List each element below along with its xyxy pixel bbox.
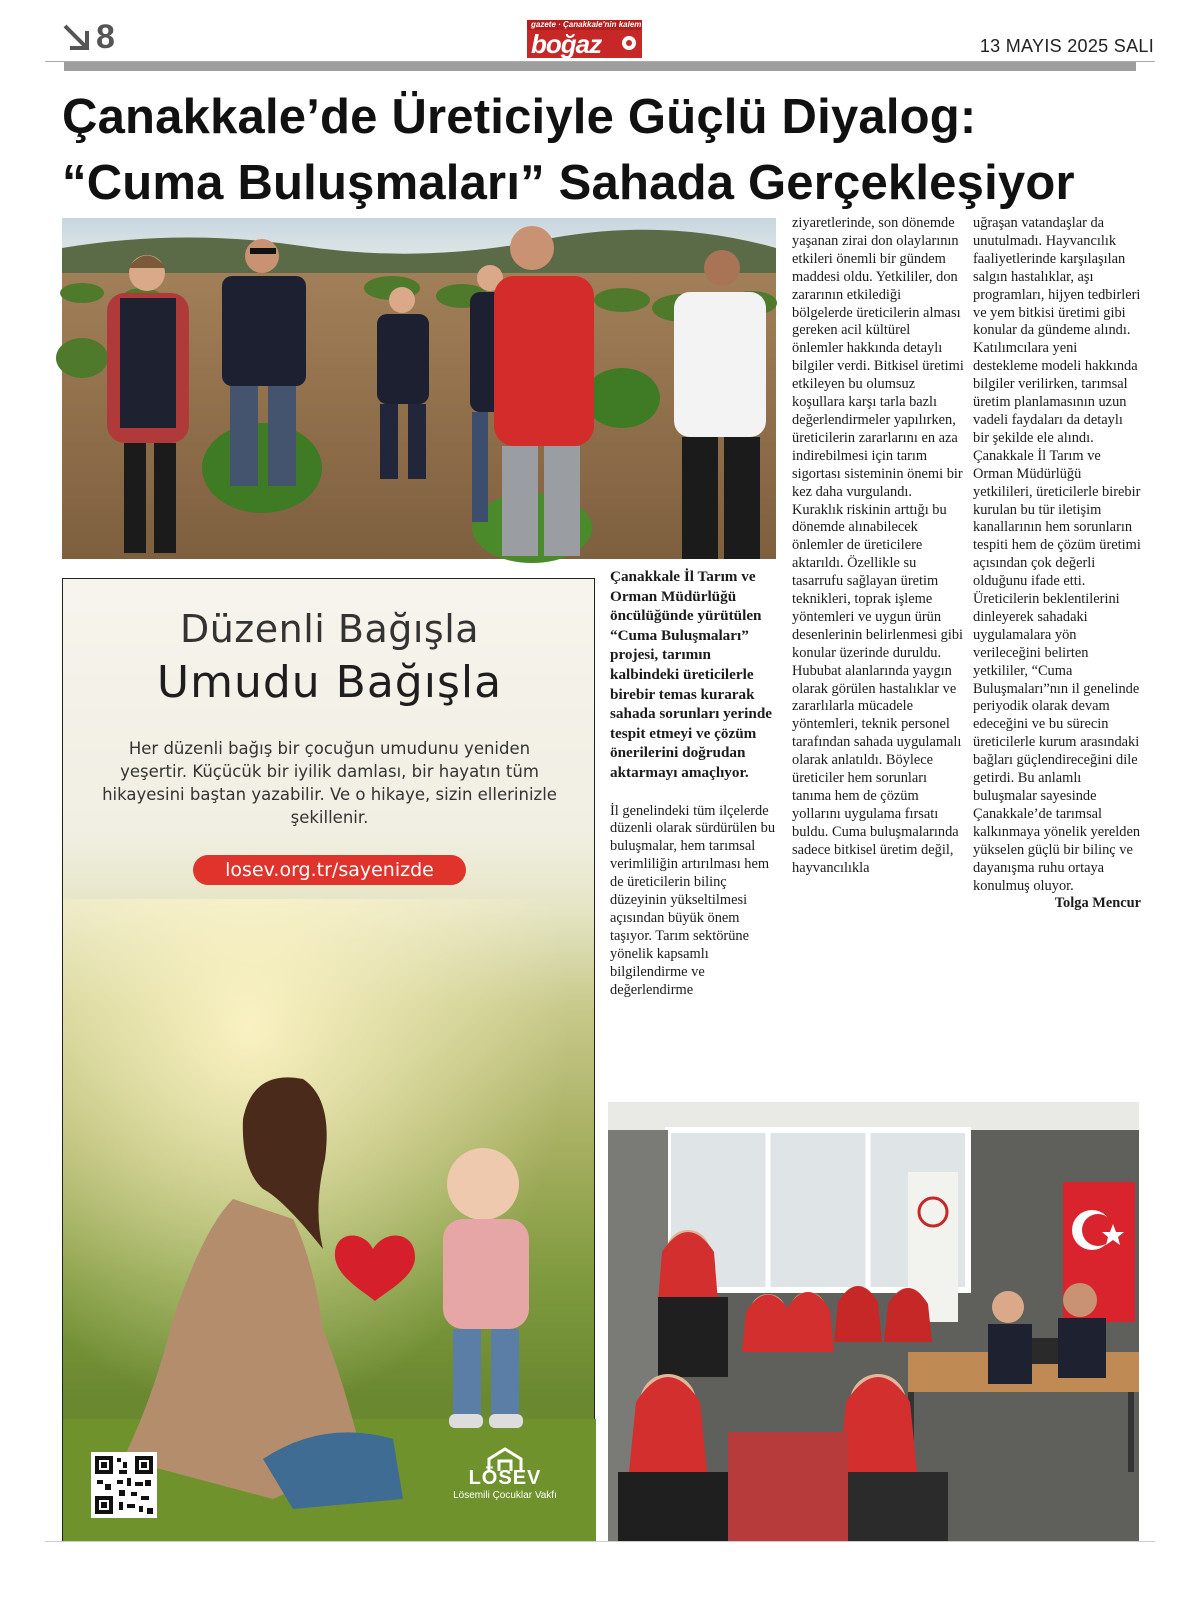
article-photo-field-visit xyxy=(62,218,776,559)
page-number xyxy=(62,18,115,57)
article-headline xyxy=(62,84,1152,216)
footer-rule xyxy=(45,1541,1155,1542)
arrow-down-right-icon xyxy=(62,23,92,53)
newspaper-logo[interactable] xyxy=(527,20,676,59)
article-column-1 xyxy=(610,567,782,1000)
qr-code-icon xyxy=(91,1452,157,1518)
page-number-text: 8 xyxy=(96,18,115,56)
losev-brand-name: LÖSEV xyxy=(468,1467,542,1489)
headline-line-1: Çanakkale’de Üreticiyle Güçlü Diyalog: xyxy=(62,90,977,144)
article-column-2 xyxy=(792,215,964,878)
article-lead: Çanakkale İl Tarım ve Orman Müdürlüğü öncülüğünde yürütülen “Cuma Buluşmaları” projesi, tarımın kalbindeki üreticilerle birebir temas kurarak sahada sorunları yerinde tespit etmeyi ve çözüm önerilerini doğrudan aktarmayı amaçlıyor. xyxy=(610,568,773,781)
article-author: Tolga Mencur xyxy=(1054,895,1141,912)
header-bar xyxy=(64,62,1136,71)
logo-seal-icon xyxy=(620,34,638,52)
ad-title-line-1: Düzenli Bağışla xyxy=(179,607,480,651)
ad-title-line-2: Umudu Bağışla xyxy=(156,657,503,708)
article-column-3 xyxy=(973,215,1141,913)
article-photo-meeting xyxy=(608,1102,1139,1541)
ad-url-link[interactable]: losev.org.tr/sayenizde xyxy=(193,855,466,885)
logo-name: boğaz xyxy=(527,30,642,58)
logo-tagline: gazete · Çanakkale'nin kalem gazetesi xyxy=(527,20,642,30)
vineyard-photo-illustration xyxy=(62,218,776,559)
article-body-1: İl genelindeki tüm ilçelerde düzenli olarak sürdürülen bu buluşmalar, hem tarımsal verimliliğin artırılması hem de üreticilerin bilinç düzeyinin yükseltilmesi açısından büyük önem taşıyor. Tarım sektörüne yönelik kapsamlı bilgilendirme ve değerlendirme xyxy=(610,802,776,998)
article-body-2: ziyaretlerinde, son dönemde yaşanan zirai don olaylarının etkileri önemli bir gündem maddesi oldu. Yetkililer, don zararının etkilediği bölgelerde üreticilerin alması gereken acil kültürel önlemler hakkında detaylı bilgiler verdi. Bitkisel üretimi etkileyen bu olumsuz koşullara karşı tarla bazlı değerlendirmeler yapılırken, üreticilerin zararlarını en aza indirebilmesi için tarım sigortası sisteminin önemi bir kez daha vurgulandı. Kuraklık riskinin arttığı bu dönemde alınabilecek önlemler de üreticilere aktarıldı. Özellikle su tasarrufu sağlayan üretim teknikleri, toprak işleme yöntemleri ve uygun ürün desenlerinin belirlenmesi gibi konular üzerinde duruldu. Hububat alanlarında yaygın olarak görülen hastalıklar ve zararlılarla mücadele yöntemleri, teknik personel tarafından sahada uygulamalı olarak anlatıldı. Böylece üreticiler hem sorunları tanıma hem de çözüm yollarını uygulama fırsatı buldu. Cuma buluşmalarında sadece bitkisel üretim değil, hayvancılıkla xyxy=(792,215,964,876)
meeting-photo-illustration xyxy=(608,1102,1139,1541)
losev-brand-subtitle: Lösemili Çocuklar Vakfı xyxy=(453,1490,557,1501)
ad-photo-mother-child xyxy=(63,899,596,1542)
issue-date: 13 MAYIS 2025 SALI xyxy=(979,36,1154,56)
ad-body-text: Her düzenli bağış bir çocuğun umudunu yeniden yeşertir. Küçücük bir iyilik damlası, bir hayatın tüm hikayesini baştan yazabilir. Ve o hikaye, sizin ellerinizle şekillenir. xyxy=(102,739,557,827)
losev-logo xyxy=(435,1447,575,1501)
qr-code[interactable] xyxy=(91,1452,157,1518)
headline-line-2: “Cuma Buluşmaları” Sahada Gerçekleşiyor xyxy=(62,156,1075,210)
losev-advertisement[interactable] xyxy=(62,578,595,1541)
article-body-3: uğraşan vatandaşlar da unutulmadı. Hayvancılık faaliyetlerinde karşılaşılan salgın hastalıklar, aşı programları, hijyen tedbirleri ve yem bitkisi üretimi gibi konular da gündeme alındı. Katılımcılara yeni destekleme modeli hakkında bilgiler verilirken, tarımsal üretim planlamasının uzun vadeli faydaları da detaylı bir şekilde ele alındı. Çanakkale İl Tarım ve Orman Müdürlüğü yetkilileri, üreticilerle birebir kurulan bu tür iletişim kanallarının hem sorunların tespiti hem de çözüm üretimi açısından çok değerli olduğunu ifade etti. Üreticilerin beklentilerini dinleyerek sahadaki uygulamalara yön verileceğini belirten yetkililer, “Cuma Buluşmaları”nın il genelinde periyodik olarak devam edeceğini ve bu sürecin üreticilerle kurum arasındaki bağları güçlendireceğini dile getirdi. Bu anlamlı buluşmalar sayesinde Çanakkale’de tarımsal kalkınmaya yönelik yerelden yükselen güçlü bir bilinç ve dayanışma ruhu ortaya konulmuş oluyor. xyxy=(973,215,1141,894)
